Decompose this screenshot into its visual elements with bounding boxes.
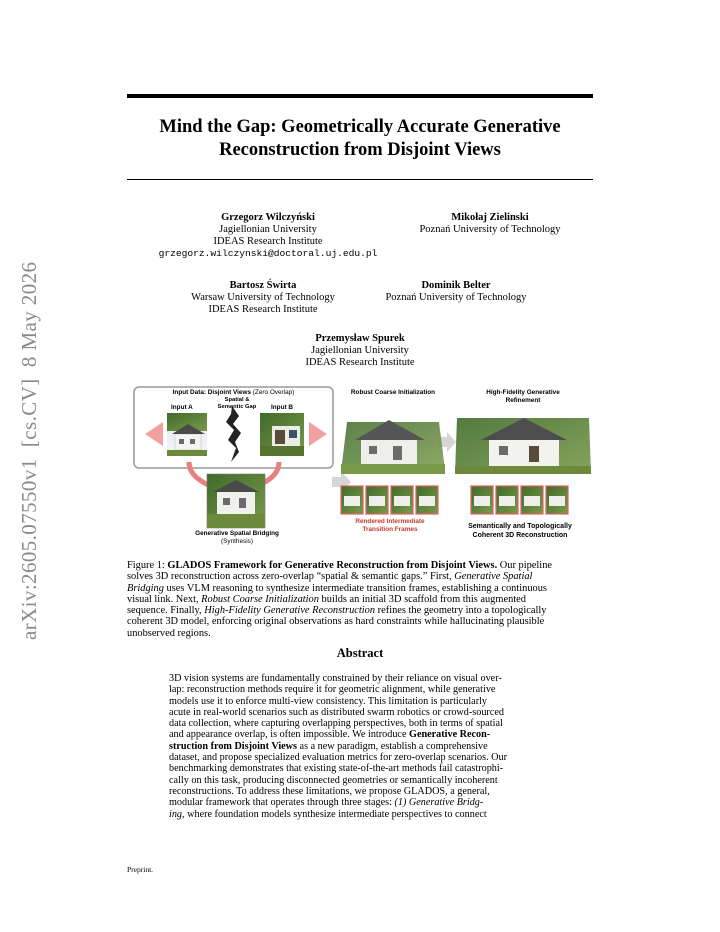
- abstract-line: [169, 684, 551, 695]
- caption-line-segment: GLADOS Framework for Generative Reconstruction from Disjoint Views.: [167, 560, 498, 571]
- abstract-line: [169, 729, 551, 740]
- abstract-line-segment: and appearance overlap, is often impossible. We introduce: [169, 729, 410, 741]
- abstract-body: [169, 673, 551, 820]
- abstract-line-segment: data collection, where capturing overlapping perspectives, both in terms of spatial: [169, 718, 503, 730]
- abstract-line-segment: models use it to enforce multi-view consistency. This limitation is particularly: [169, 695, 488, 707]
- caption-line-segment: unobserved regions.: [127, 627, 211, 639]
- caption-line: [127, 571, 593, 582]
- title-top-rule: [127, 94, 593, 98]
- abstract-line: [169, 809, 551, 820]
- abstract-line-segment: struction from Disjoint Views: [169, 740, 297, 752]
- title-line-2: Reconstruction from Disjoint Views: [219, 140, 501, 160]
- abstract-line-segment: modular framework that operates through three stages:: [169, 797, 395, 809]
- abstract-line: [169, 763, 551, 774]
- transition-frames-line-2: Transition Frames: [362, 525, 418, 533]
- caption-line-segment: coherent 3D model, enforcing original observations as hard constraints while hallucinating plausible: [127, 616, 545, 628]
- abstract-line-segment: ing: [169, 808, 183, 820]
- figure-1: [127, 382, 593, 552]
- author-affiliation: IDEAS Research Institute: [208, 304, 318, 315]
- abstract-line-segment: dataset, and propose specialized evaluation metrics for zero-overlap scenarios. Our: [169, 752, 508, 764]
- caption-line: [127, 616, 593, 627]
- gap-label: [213, 397, 261, 410]
- author-affiliation: Poznań University of Technology: [419, 224, 561, 235]
- input-a-photo: [167, 413, 207, 456]
- abstract-heading: Abstract: [336, 646, 384, 660]
- rendered-frames-row: [341, 486, 438, 514]
- input-b-label: Input B: [271, 404, 294, 411]
- caption-line-segment: visual link. Next,: [127, 593, 202, 605]
- author-affiliation: IDEAS Research Institute: [213, 236, 323, 247]
- abstract-line-segment: Generative Recon-: [409, 729, 491, 741]
- author-name: Dominik Belter: [421, 280, 491, 291]
- caption-line-segment: uses VLM reasoning to synthesize intermediate transition frames, establishing a continuous: [163, 582, 547, 594]
- caption-line: [127, 605, 593, 616]
- abstract-line: [169, 696, 551, 707]
- coarse-reconstruction-image: [341, 420, 445, 474]
- caption-line-segment: Robust Coarse Initialization: [201, 593, 319, 605]
- author-name: Bartosz Świrta: [229, 280, 297, 291]
- bridging-label: [185, 530, 289, 545]
- abstract-line-segment: , where foundation models synthesize intermediate perspectives to connect: [182, 808, 487, 820]
- caption-line-segment: High-Fidelity Generative Reconstruction: [204, 605, 376, 617]
- abstract-line-segment: benchmarking demonstrates that existing state-of-the-art methods fail catastrophi-: [169, 763, 504, 775]
- abstract-line-segment: acute in real-world scenarios such as distributed swarm robotics or crowd-sourced: [169, 706, 504, 718]
- input-data-title-bold: Input Data: Disjoint Views: [172, 389, 252, 396]
- paper-title: [127, 116, 593, 162]
- author-block-1: [150, 212, 386, 260]
- caption-line-segment: refines the geometry into a topologically: [375, 605, 547, 617]
- author-name: Przemysław Spurek: [315, 333, 405, 344]
- title-line-1: Mind the Gap: Geometrically Accurate Generative: [159, 117, 561, 137]
- coherent-frames-row: [471, 486, 568, 514]
- abstract-line: [169, 786, 551, 797]
- author-block-5: [260, 333, 460, 369]
- figure-caption: [127, 560, 593, 639]
- transition-frames-line-1: Rendered Intermediate: [355, 518, 425, 525]
- abstract-line-segment: reconstructions. To address these limitations, we propose GLADOS, a general,: [169, 785, 490, 797]
- abstract-line: [169, 752, 551, 763]
- gap-label-line-2: Semantic Gap: [217, 403, 257, 410]
- caption-line-segment: Figure 1:: [127, 560, 168, 571]
- caption-line-segment: sequence. Finally,: [127, 605, 205, 617]
- coherent-line-1: Semantically and Topologically: [468, 523, 572, 530]
- refinement-label-line-1: High-Fidelity Generative: [486, 389, 560, 396]
- input-a-label: Input A: [171, 404, 193, 411]
- abstract-line: [169, 775, 551, 786]
- abstract-line: [169, 797, 551, 808]
- abstract-line: [169, 741, 551, 752]
- coherent-reconstruction-label: [461, 523, 579, 540]
- author-name: Mikołaj Zielinski: [451, 212, 529, 223]
- author-affiliation: Jagiellonian University: [311, 345, 409, 356]
- author-block-2: [400, 212, 580, 236]
- transition-frames-label: [339, 518, 441, 533]
- preprint-footer: Preprint.: [127, 865, 154, 874]
- coarse-init-label: Robust Coarse Initialization: [350, 389, 436, 396]
- input-b-photo: [260, 413, 304, 456]
- caption-line: [127, 560, 593, 571]
- author-block-4: [370, 280, 542, 304]
- abstract-line-segment: 3D vision systems are fundamentally constrained by their reliance on visual over-: [169, 673, 502, 684]
- abstract-line-segment: cally on this task, producing disconnected geometries or semantically incoherent: [169, 774, 498, 786]
- author-block-3: [170, 280, 356, 316]
- caption-line: [127, 594, 593, 605]
- author-affiliation: Jagiellonian University: [219, 224, 317, 235]
- arxiv-identifier: arXiv:2605.07550v1 [cs.CV] 8 May 2026: [17, 261, 41, 640]
- abstract-line: [169, 707, 551, 718]
- synthesis-photo: [207, 474, 265, 528]
- refinement-label: [467, 389, 579, 404]
- caption-line-segment: Our pipeline: [497, 560, 552, 571]
- title-bottom-rule: [127, 179, 593, 180]
- gap-label-line-1: Spatial &: [224, 397, 250, 403]
- refinement-label-line-2: Refinement: [505, 396, 541, 404]
- bridging-label-line-1: Generative Spatial Bridging: [195, 530, 279, 537]
- coherent-line-2: Coherent 3D Reconstruction: [472, 531, 568, 539]
- caption-line-segment: solves 3D reconstruction across zero-overlap “spatial & semantic gaps.” First,: [127, 571, 455, 583]
- abstract-line: [169, 673, 551, 684]
- refined-reconstruction-image: [455, 418, 591, 474]
- author-affiliation: Poznań University of Technology: [385, 292, 527, 303]
- caption-line: [127, 583, 593, 594]
- caption-line-segment: Generative Spatial: [454, 571, 533, 583]
- abstract-line: [169, 718, 551, 729]
- input-data-title-rest: (Zero Overlap): [251, 389, 295, 396]
- author-affiliation: IDEAS Research Institute: [305, 357, 415, 368]
- author-name: Grzegorz Wilczyński: [221, 212, 315, 223]
- caption-line-segment: builds an initial 3D scaffold from this augmented: [318, 593, 526, 605]
- caption-line: [127, 628, 593, 639]
- author-email[interactable]: grzegorz.wilczynski@doctoral.uj.edu.pl: [158, 248, 378, 259]
- caption-line-segment: Bridging: [127, 582, 164, 594]
- abstract-line-segment: as a new paradigm, establish a comprehensive: [297, 740, 488, 752]
- bridging-label-line-2: (Synthesis): [221, 537, 253, 545]
- abstract-line-segment: lap: reconstruction methods require it for geometric alignment, while generative: [169, 684, 496, 696]
- author-affiliation: Warsaw University of Technology: [191, 292, 335, 303]
- input-data-title: [137, 389, 330, 397]
- abstract-line-segment: (1) Generative Bridg-: [394, 797, 484, 809]
